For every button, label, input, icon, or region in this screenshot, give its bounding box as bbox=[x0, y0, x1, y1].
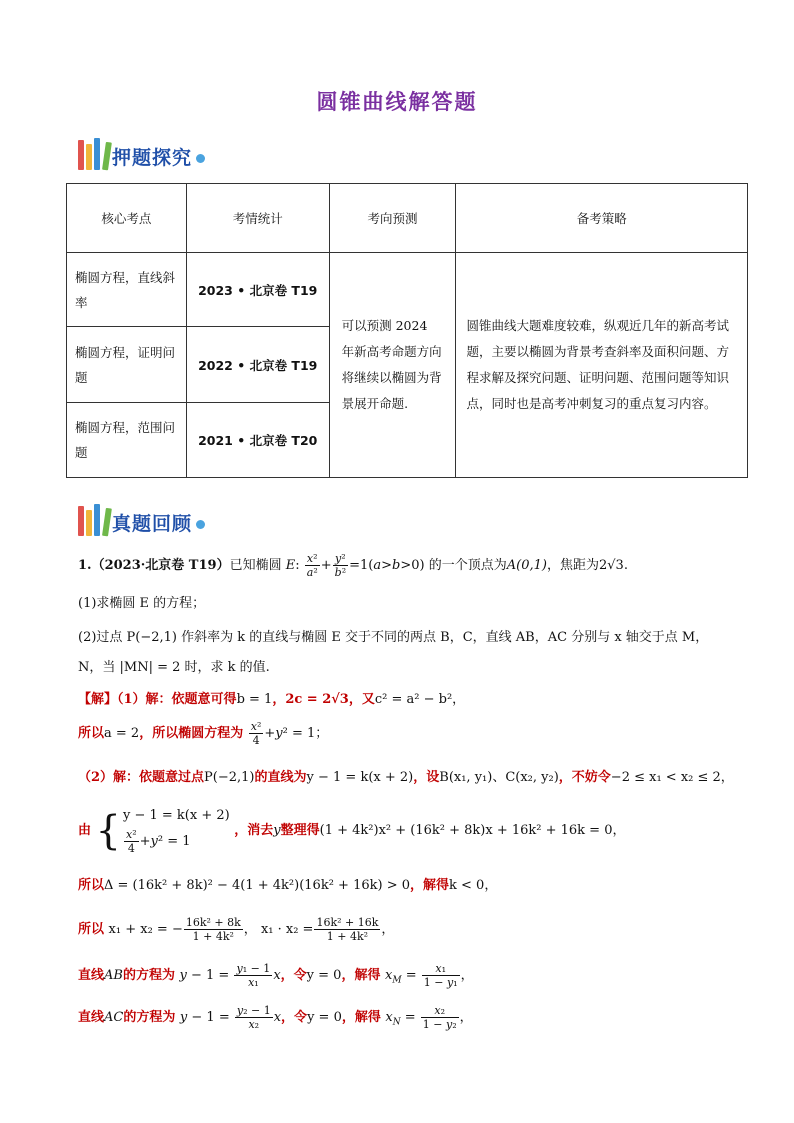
section-heading: 真题回顾 bbox=[112, 513, 193, 535]
page-title: 圆锥曲线解答题 bbox=[316, 90, 478, 114]
solution-line-7: 直线AB的方程为 y − 1 = $\frac{\text{y₁ − 1}}{\text{x₁}}$ x，令y = 0，解得 $x_M$ = $\frac{\text{x₁}}{\text{1 − y₁}}$ ， bbox=[78, 962, 474, 989]
solution-line-5: 所以Δ = (16k² + 8k)² − 4(1 + 4k²)(16k² + 16k) > 0，解得k < 0， bbox=[78, 878, 498, 893]
table-header: 考向预测 bbox=[329, 184, 456, 253]
dot-icon bbox=[196, 520, 205, 529]
question-2-line-2: N，当 |MN| = 2 时，求 k 的值. bbox=[78, 660, 270, 675]
solution-line-8: 直线AC的方程为 y − 1 = $\frac{\text{y₂ − 1}}{\text{x₂}}$ x，令y = 0，解得 $x_N$ = $\frac{\text{x₂}}{\text{1 − y₂}}$ ， bbox=[78, 1004, 473, 1031]
books-icon bbox=[78, 504, 108, 536]
topic-cell: 椭圆方程，范围问题 bbox=[67, 403, 187, 478]
year-cell: 2023 • 北京卷 T19 bbox=[186, 253, 329, 327]
topic-cell: 椭圆方程，直线斜率 bbox=[67, 253, 187, 327]
solution-line-4: 由 { y − 1 = k(x + 2) $\frac{\text{x²}}{4}$ +y² = 1 ，消去y整理得(1 + 4k²)x² + (16k² + 8k)x + 16k² + 16k = 0， bbox=[78, 807, 626, 855]
table-row bbox=[67, 253, 748, 327]
table-header: 考情统计 bbox=[186, 184, 329, 253]
section-header-prediction bbox=[78, 134, 205, 170]
year-cell: 2021 • 北京卷 T20 bbox=[186, 403, 329, 478]
question-2-line-1: (2)过点 P(−2,1) 作斜率为 k 的直线与椭圆 E 交于不同的两点 B，C，直线 AB，AC 分别与 x 轴交于点 M， bbox=[78, 630, 709, 645]
prediction-cell: 可以预测 2024 年新高考命题方向将继续以椭圆为背景展开命题. bbox=[329, 253, 456, 478]
table-header: 备考策略 bbox=[456, 184, 748, 253]
table-header: 核心考点 bbox=[67, 184, 187, 253]
solution-line-2: 所以a = 2，所以椭圆方程为 $\frac{\text{x²}}{4}$ +y² = 1； bbox=[78, 720, 329, 747]
table-header-row bbox=[67, 184, 748, 253]
books-icon bbox=[78, 138, 108, 170]
question-1: (1)求椭圆 E 的方程； bbox=[78, 596, 206, 611]
year-cell: 2022 • 北京卷 T19 bbox=[186, 327, 329, 403]
dot-icon bbox=[196, 154, 205, 163]
strategy-cell: 圆锥曲线大题难度较难，纵观近几年的新高考试题，主要以椭圆为背景考查斜率及面积问题、方程求解及探究问题、证明问题、范围问题等知识点，同时也是高考冲刺复习的重点复习内容。 bbox=[456, 253, 748, 478]
topic-cell: 椭圆方程，证明问题 bbox=[67, 327, 187, 403]
section-heading: 押题探究 bbox=[112, 147, 193, 169]
solution-line-1: 【解】（1）解：依题意可得b = 1，2c = 2√3，又c² = a² − b²， bbox=[78, 692, 466, 707]
solution-line-3: （2）解：依题意过点P(−2,1)的直线为y − 1 = k(x + 2)，设B(x₁, y₁)、C(x₂, y₂)，不妨令−2 ≤ x₁ < x₂ ≤ 2， bbox=[78, 770, 734, 785]
solution-line-6: 所以 x₁ + x₂ = − $\frac{\text{16k² + 8k}}{\text{1 + 4k²}}$ ， x₁ · x₂ = $\frac{\text{16k² + 16k}}{\text{1 + 4k²}}$ ， bbox=[78, 916, 395, 943]
section-header-review bbox=[78, 500, 205, 536]
problem-stem: 1.（2023·北京卷 T19）已知椭圆 E: $\frac{\text{x²}}{\text{a²}}$ + $\frac{\text{y²}}{\text{b²}}$ =1(a>b>0) 的一个顶点为A(0,1)，焦距为2√3. bbox=[78, 552, 628, 579]
exam-analysis-table bbox=[66, 183, 748, 478]
